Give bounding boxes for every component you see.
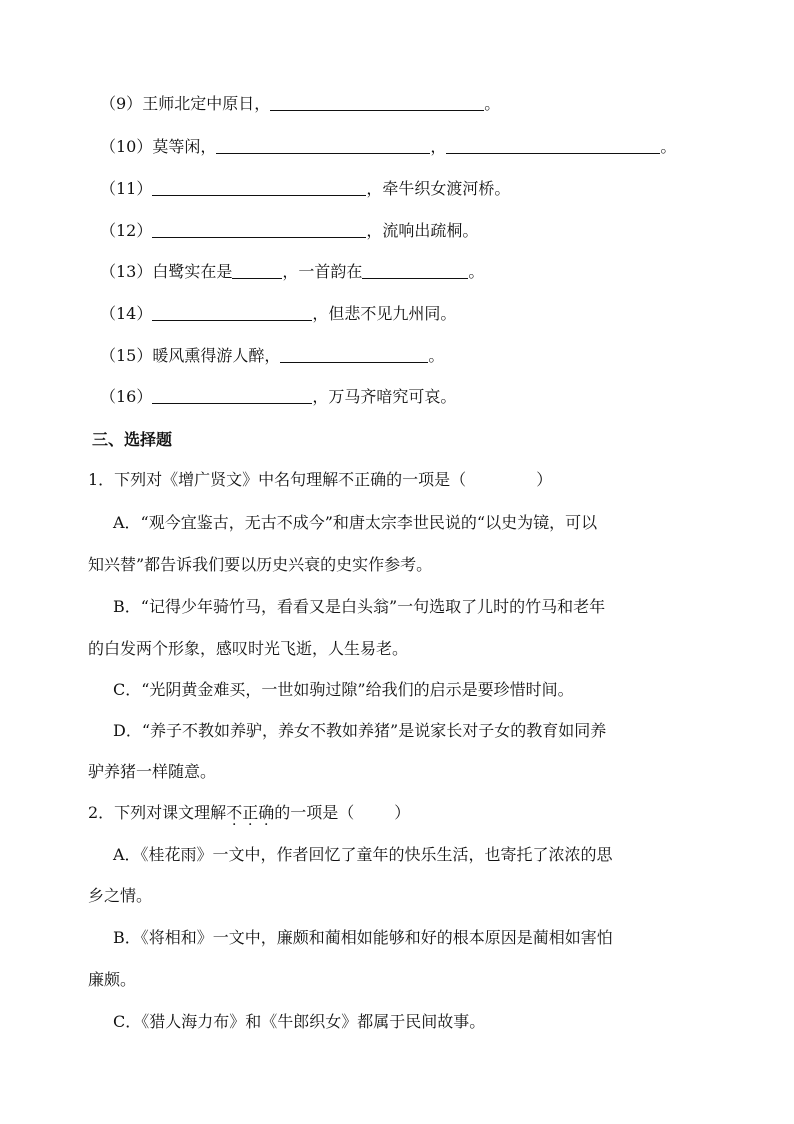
emphasis-char: 不 xyxy=(226,803,243,822)
fill-item-number: （16） xyxy=(100,387,153,406)
fill-item xyxy=(100,262,484,282)
q1-option-b-line1: B．“记得少年骑竹马，看看又是白头翁”一句选取了儿时的竹马和老年 xyxy=(113,597,606,616)
question-1-close: ） xyxy=(536,470,553,489)
answer-blank[interactable] xyxy=(152,179,366,196)
fill-item xyxy=(100,387,456,407)
fill-item-text: 。 xyxy=(468,262,485,281)
q1-option-c: C．“光阴黄金难买，一世如驹过隙”给我们的启示是要珍惜时间。 xyxy=(113,680,574,699)
answer-blank[interactable] xyxy=(280,346,428,363)
fill-item-text: 。 xyxy=(484,94,501,113)
fill-item-number: （9） xyxy=(100,94,143,113)
section-title: 三、选择题 xyxy=(92,430,173,449)
fill-item-text: ，一首韵在 xyxy=(282,262,363,281)
fill-item-text: ，流响出疏桐。 xyxy=(366,221,479,240)
answer-blank[interactable] xyxy=(152,387,312,404)
q1-option-b-line2: 的白发两个形象，感叹时光飞逝，人生易老。 xyxy=(88,639,409,658)
question-2 xyxy=(88,803,410,823)
answer-blank[interactable] xyxy=(232,262,282,279)
fill-item xyxy=(100,179,510,199)
answer-blank[interactable] xyxy=(362,262,468,279)
fill-item-number: （11） xyxy=(100,179,153,198)
answer-blank[interactable] xyxy=(270,94,484,111)
question-1-stem: 1．下列对《增广贤文》中名句理解不正确的一项是（ xyxy=(88,470,467,489)
fill-item xyxy=(100,94,500,114)
fill-item-number: （10） xyxy=(100,137,153,156)
q1-option-d-line2: 驴养猪一样随意。 xyxy=(88,762,217,781)
answer-blank[interactable] xyxy=(446,137,660,154)
fill-item-number: （15） xyxy=(100,346,153,365)
fill-item-text: 。 xyxy=(428,346,445,365)
question-2-stem-pre: 2．下列对课文理解 xyxy=(88,803,227,822)
fill-item-number: （13） xyxy=(100,262,153,281)
q2-option-b-line1: B．《将相和》一文中，廉颇和蔺相如能够和好的根本原因是蔺相如害怕 xyxy=(113,928,613,947)
fill-item-text: 王师北定中原日， xyxy=(142,94,271,113)
answer-blank[interactable] xyxy=(152,221,366,238)
fill-item-number: （12） xyxy=(100,221,153,240)
fill-item-text: 暖风熏得游人醉， xyxy=(152,346,281,365)
fill-item-number: （14） xyxy=(100,304,153,323)
emphasis-char: 确 xyxy=(258,803,275,822)
fill-item-text: 莫等闲， xyxy=(152,137,217,156)
fill-item-text: ， xyxy=(430,137,447,156)
fill-item-text: 白鹭实在是 xyxy=(152,262,233,281)
q1-option-a-line2: 知兴替”都告诉我们要以历史兴衰的史实作参考。 xyxy=(88,555,433,574)
question-2-close: ） xyxy=(394,803,411,822)
answer-blank[interactable] xyxy=(216,137,430,154)
q1-option-d-line1: D．“养子不教如养驴，养女不教如养猪”是说家长对子女的教育如同养 xyxy=(113,721,607,740)
fill-item-text: 。 xyxy=(660,137,677,156)
fill-item xyxy=(100,221,478,241)
fill-item-text: ，牵牛织女渡河桥。 xyxy=(366,179,511,198)
q2-option-a-line2: 乡之情。 xyxy=(88,886,153,905)
q2-option-c: C．《猎人海力布》和《牛郎织女》都属于民间故事。 xyxy=(113,1012,486,1031)
emphasis-char: 正 xyxy=(242,803,259,822)
fill-item xyxy=(100,304,456,324)
q2-option-b-line2: 廉颇。 xyxy=(88,970,137,989)
question-1 xyxy=(88,470,552,490)
q1-option-a-line1: A．“观今宜鉴古，无古不成今”和唐太宗李世民说的“以史为镜，可以 xyxy=(113,513,598,532)
fill-item-text: ，万马齐喑究可哀。 xyxy=(312,387,457,406)
question-2-stem-post: 的一项是（ xyxy=(274,803,355,822)
fill-item xyxy=(100,346,444,366)
answer-blank[interactable] xyxy=(152,304,312,321)
fill-item xyxy=(100,137,676,157)
q2-option-a-line1: A．《桂花雨》一文中，作者回忆了童年的快乐生活，也寄托了浓浓的思 xyxy=(113,845,613,864)
fill-item-text: ，但悲不见九州同。 xyxy=(312,304,457,323)
